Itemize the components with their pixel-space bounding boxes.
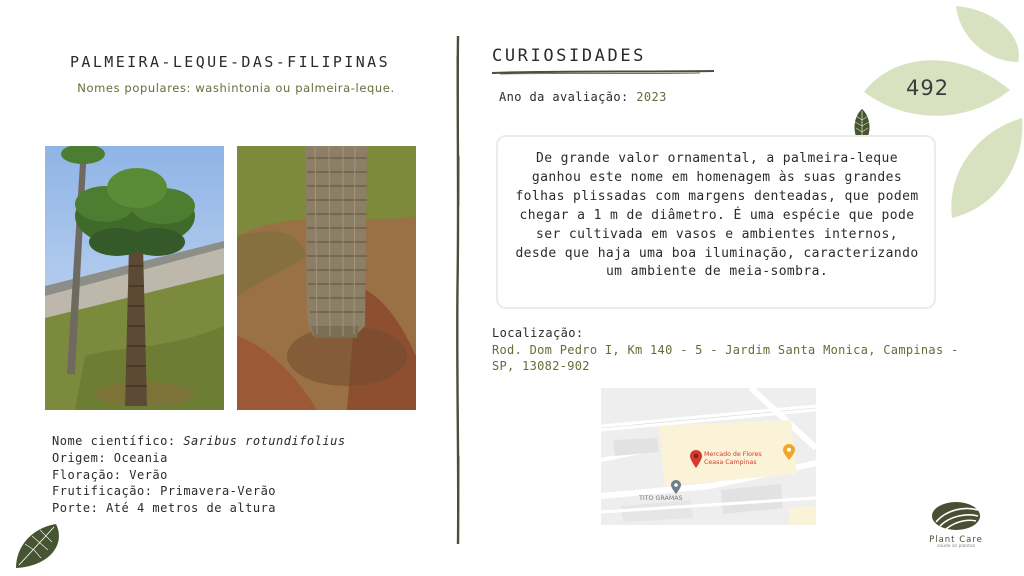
location-label: Localização: bbox=[492, 326, 584, 340]
map-pin-icon bbox=[671, 480, 681, 494]
evaluation-number: 492 bbox=[906, 76, 950, 100]
fact-flowering: Floração: Verão bbox=[52, 467, 168, 482]
palm-photo bbox=[45, 146, 224, 410]
title-underline bbox=[490, 68, 716, 76]
map-poi-icon bbox=[783, 444, 795, 460]
brand-name: Plant Care bbox=[929, 535, 983, 545]
leaf-icon bbox=[10, 520, 64, 572]
trunk-photo bbox=[237, 146, 416, 410]
fact-size: Porte: Até 4 metros de altura bbox=[52, 501, 277, 516]
fact-origin: Origem: Oceania bbox=[52, 450, 168, 465]
column-divider bbox=[455, 36, 461, 544]
fact-fruiting: Frutificação: Primavera-Verão bbox=[52, 484, 277, 499]
fact-scientific-name: Nome científico: Saribus rotundifolius bbox=[52, 434, 346, 448]
map-pin-icon[interactable] bbox=[690, 450, 702, 468]
popular-names: Nomes populares: washintonia ou palmeira-leque. bbox=[77, 81, 395, 95]
plant-facts bbox=[52, 433, 346, 517]
description-text: De grande valor ornamental, a palmeira-leque ganhou este nome em homenagem às suas grandes folhas plissadas com margens denteadas, que podem chegar a 1 m de diâmetro. É uma espécie que pode ser cultivada em vasos e ambientes internos, desde que haja uma boa iluminação, caracterizando um ambiente de meia-sombra. bbox=[515, 151, 919, 280]
location-address: Rod. Dom Pedro I, Km 140 - 5 - Jardim Santa Monica, Campinas - SP, 13082-902 bbox=[492, 343, 959, 373]
evaluation-year: Ano da avaliação: 2023 bbox=[499, 90, 667, 104]
location-map[interactable] bbox=[601, 388, 816, 525]
brand-tagline: saúde às plantas bbox=[936, 544, 976, 549]
logo-mark-icon bbox=[930, 500, 982, 534]
map-secondary-label: TITO GRAMAS bbox=[639, 495, 683, 502]
map-place-label: Mercado de Flores Ceasa Campinas bbox=[704, 451, 762, 466]
plant-name: PALMEIRA-LEQUE-DAS-FILIPINAS bbox=[69, 53, 391, 71]
section-title: CURIOSIDADES bbox=[492, 46, 647, 66]
